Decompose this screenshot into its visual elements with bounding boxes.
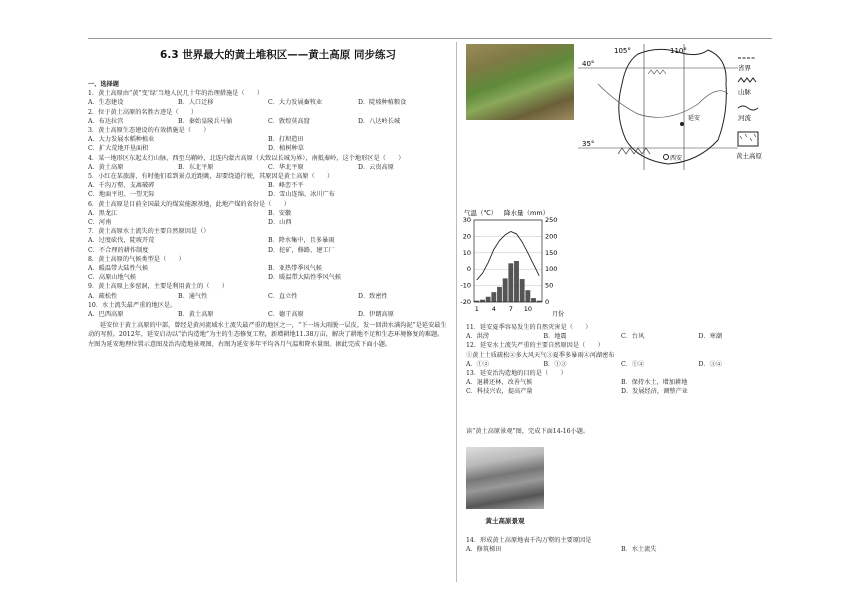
question-block [88,301,448,319]
question-stem: 7．黄土高原水土流失的主要自然原因是（） [88,228,210,236]
option: B．东北平原 [178,163,214,171]
option: A．生态建设 [88,99,124,107]
question-block [88,200,448,228]
option: D．八达岭长城 [358,117,401,125]
location-map [578,44,778,170]
question-stem: 2．位于黄土高原的名胜古迹是（ ） [88,108,198,116]
y-left-tick: 10 [462,248,471,257]
page-title: 6.3 世界最大的黄土堆积区——黄土高原 同步练习 [160,49,396,61]
option: C．台风 [621,333,645,341]
question-block [88,126,448,154]
option: C．地面平坦、一望无际 [88,191,155,199]
y-left-tick: 0 [466,265,471,274]
option: C．敦煌莫高窟 [268,117,310,125]
option: D．致密性 [358,292,388,300]
y-right-label: 降水量（mm） [504,209,550,217]
option: B．打坝造田 [268,136,304,144]
question-stem: 1．黄土高原由“黄”变‘绿’当地人民几十年的治理措施是（ ） [88,90,264,98]
question-stem: 5．小红在某旅游，有时他们看到景点近距眺，却要绕道行驶，其原因是黄土高原（ ） [88,173,334,181]
x-tick: 1 [474,305,479,313]
section-heading: 一、选择题 [88,81,119,88]
question-stem: 6．黄土高原是目前全国最大的煤炭能源基地，此地产煤的省份是（ ） [88,200,290,208]
precip-bar [514,261,519,302]
header-rule [88,38,772,39]
legend-mountain: 山脉 [738,88,751,96]
x-unit-label: 月份 [552,311,565,318]
city-xian-label: 西安 [670,155,683,162]
question-block [88,227,448,255]
temperature-line [477,232,539,280]
option: B．黄土高原 [178,311,214,319]
option: C．高原山地气候 [88,274,137,282]
terrace-photo [466,44,574,120]
option: D．③④ [698,360,723,368]
y-left-tick: 30 [462,216,471,224]
y-right-tick: 0 [545,298,550,306]
question-list [88,89,448,319]
question-block [88,89,448,107]
option: C．华北平原 [268,163,304,171]
question-block [466,341,776,369]
option: C．不合理的耕作制度 [88,246,149,254]
question-block [88,255,448,283]
x-tick: 7 [508,305,513,313]
question-block [88,282,448,300]
question-stem: 12．延安水土流失严重的主要自然原因是（ ） [466,342,604,350]
lat-40-label: 40° [582,60,595,68]
option: B．秦始皇陵兵马俑 [178,117,233,125]
precip-bar [486,297,491,302]
option: C．河南 [88,219,112,227]
precip-bar [520,279,525,302]
option: A．布达拉宫 [88,117,124,125]
option: A．过度砍伐，陡坡开荒 [88,237,155,245]
option: D．陡坡种植粮食 [358,99,407,107]
y-right-tick: 250 [545,216,558,224]
question-stem: 9．黄土高原上多窑洞，主要是利用黄土的（ ） [88,283,229,291]
y-right-tick: 200 [545,232,558,241]
option: A．黄土高原 [88,163,124,171]
city-yanan-label: 延安 [688,115,701,122]
question-block [466,323,776,341]
precip-bar [508,263,513,302]
question-stem: 14．形成黄土高原地表千沟万壑的主要原因是 [466,537,592,544]
loess-landscape-photo [466,447,544,509]
option: C．扩大荒地开垦面积 [88,145,149,153]
option: A．退耕还林，改善气候 [466,379,533,387]
lat-35-label: 35° [582,140,595,148]
option: D．雪山连绵、冰川广布 [268,191,335,199]
option: D．暖温带大陆性季风气候 [268,274,342,282]
question-stem: 10．水土流失最严重的地区是。 [88,301,177,309]
option: B．通气性 [178,292,208,300]
option: D．山西 [268,219,292,227]
option: A．暖温带大陆性气候 [88,265,149,273]
legend-province: 省界 [738,64,751,72]
option: B．人口迁移 [178,99,214,107]
option: D．挖矿，修路，建工厂 [268,246,335,254]
option: A．①② [466,360,490,368]
question-stem: 13．延安治沟造地的目的是（ ） [466,370,567,378]
option: C．大力发展畜牧业 [268,99,323,107]
question-block [88,108,448,126]
option: A．修筑梯田 [466,546,502,554]
option: B．保持水土，增加耕地 [621,379,688,387]
climate-chart [456,206,576,324]
lon-110-label: 110° [670,47,687,55]
y-left-label: 气温（℃） [464,209,498,217]
option: A．疏松性 [88,292,118,300]
option: B．安徽 [268,209,292,217]
y-right-tick: 100 [545,265,558,274]
y-left-tick: -20 [460,298,471,306]
map-legend [736,58,763,160]
x-tick: 10 [523,305,532,313]
question-stem: 4．某一地形区东起太行山脉，西至乌鞘岭，北连内蒙古高原（大致以长城为界），南抵秦岭，这个地形区是（ ） [88,154,405,162]
precip-bar [525,290,530,302]
option: A．洪涝 [466,333,490,341]
lon-105-label: 105° [614,47,631,55]
option: C．科技兴农，提高产量 [466,388,533,396]
option: D．伊朗高原 [358,311,394,319]
right-questions [466,323,776,397]
legend-loess: 黄土高原 [736,152,762,160]
option: C．①④ [621,360,645,368]
question-stem: 8．黄土高原的气候类型是（ ） [88,255,185,263]
y-right-tick: 50 [545,281,554,290]
precip-bar [503,278,508,302]
option: D．寒潮 [698,333,723,341]
y-left-tick: 20 [462,232,471,241]
option: A．大力发展水稻种植业 [88,136,155,144]
option: B．地震 [543,333,567,341]
photo-caption: 黄土高原景观 [485,517,525,525]
question-sub: ①黄土土质疏松②多大风天气③夏季多暴雨④河湖密布 [466,351,615,359]
option: B．降水集中，且多暴雨 [268,237,335,245]
left-column [88,80,448,349]
option: C．直立性 [268,292,298,300]
option: A．巴西高原 [88,311,124,319]
y-left-tick: -10 [460,281,471,290]
precip-bar [531,298,536,302]
question-block [88,172,448,200]
y-right-tick: 150 [545,248,558,257]
option: B．水土流失 [621,546,657,554]
precip-bar [491,292,496,302]
option: A．黑龙江 [88,209,118,217]
option: A．千沟万壑、支离破碎 [88,182,155,190]
read-prompt: 读“黄土高原景观”图，完成下面14-16小题。 [466,428,590,435]
option: D．云贵高原 [358,163,394,171]
option: B．峰峦不平 [268,182,304,190]
x-tick: 4 [491,305,496,313]
option: B．亚热带季风气候 [268,265,323,273]
question-stem: 3．黄土高原生态建设的有效措施是（ ） [88,127,210,135]
option: D．植树种草 [268,145,304,153]
legend-river: 河流 [738,114,751,122]
question-stem: 11．延安夏季容易发生的自然灾害是（ ） [466,324,592,331]
question-14 [466,536,776,554]
question-block [88,154,448,172]
passage: 延安位于黄土高原的中部，曾经是黄河流域水土流失最严重的地区之一，“下一场大雨脱一层皮，发一回洪水满沟泥”是延安最生动的写照。2012年，延安启动以“治沟造地”为主的生态修复工程，新增耕地11.38万亩，解决了耕地不足和生态环境修复的难题。左图为延安地理位置示意图及治沟造地景观图，右图为延安多年平均各月气温和降水量图。据此完成下面小题。 [88,322,447,348]
option: D．发展经济，调整产业 [621,388,688,396]
question-block [466,369,776,397]
precip-bar [497,287,502,302]
option: C．德干高原 [268,311,304,319]
option: B．①③ [543,360,567,368]
